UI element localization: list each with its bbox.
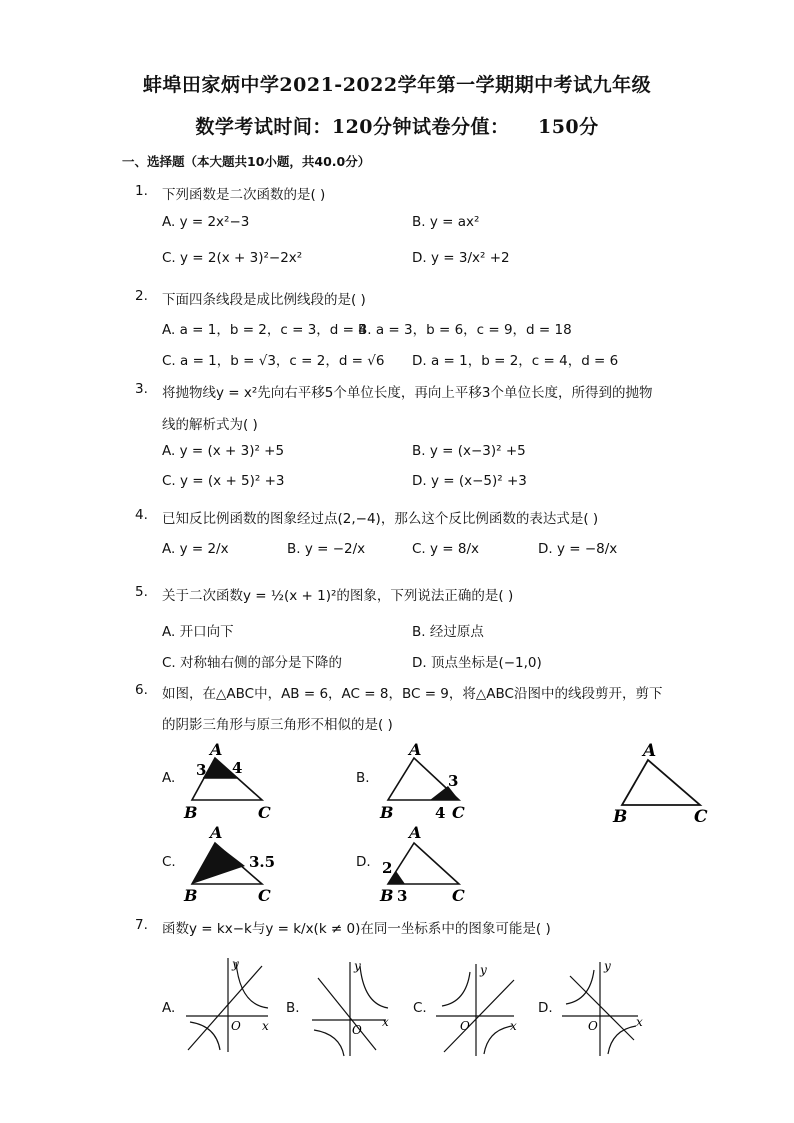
side-label-3: 3	[196, 761, 207, 779]
option-d-label: D.	[356, 854, 371, 870]
option-text: A. y = 2/x	[162, 541, 229, 557]
vertex-c-label: C	[258, 803, 271, 822]
question-stem-cont: 线的解析式为( )	[162, 417, 258, 433]
x-axis-label: x	[636, 1015, 643, 1029]
option-text: C. a = 1，b = √3，c = 2，d = √6	[162, 353, 385, 369]
question-stem: 下列函数是二次函数的是( )	[162, 187, 326, 203]
vertex-b-label: B	[380, 886, 394, 905]
x-axis-label: x	[382, 1015, 389, 1029]
vertex-c-label: C	[258, 886, 271, 905]
question-number: 2.	[135, 288, 148, 304]
y-axis-label: y	[232, 957, 239, 971]
option-text: C. y = 2(x + 3)²−2x²	[162, 250, 303, 266]
vertex-a-label: A	[409, 740, 422, 759]
graph-option-d	[562, 962, 638, 1056]
triangle-figure-b	[379, 740, 465, 822]
origin-label: O	[231, 1019, 241, 1033]
option-text: D. a = 1，b = 2，c = 4，d = 6	[412, 353, 619, 369]
question-stem-cont: 的阴影三角形与原三角形不相似的是( )	[162, 717, 393, 733]
question-stem: 函数y = kx−k与y = k/x(k ≠ 0)在同一坐标系中的图象可能是( )	[162, 921, 551, 937]
option-text: D. y = −8/x	[538, 541, 618, 557]
shaded-triangle	[192, 843, 245, 884]
y-axis-label: y	[604, 959, 611, 973]
hyperbola-branch	[236, 962, 268, 1008]
hyperbola-branch	[484, 1026, 512, 1054]
question-stem: 将抛物线y = x²先向右平移5个单位长度，再向上平移3个单位长度，所得到的抛物	[162, 385, 653, 401]
side-label-2: 2	[382, 859, 393, 877]
option-text: D. y = (x−5)² +3	[412, 473, 527, 489]
question-number: 6.	[135, 682, 148, 698]
side-label-4: 4	[435, 804, 446, 822]
triangle-figure-a	[183, 740, 271, 822]
side-label-3-5: 3.5	[249, 853, 276, 871]
vertex-a-label: A	[210, 740, 223, 759]
option-text: D. 顶点坐标是(−1,0)	[412, 655, 542, 671]
hyperbola-branch	[608, 1026, 636, 1054]
hyperbola-branch	[566, 970, 594, 1004]
hyperbola-branch	[190, 1022, 220, 1050]
option-text: B. y = ax²	[412, 214, 480, 230]
option-text: B. 经过原点	[412, 624, 484, 640]
option-text: B. y = (x−3)² +5	[412, 443, 526, 459]
x-axis-label: x	[262, 1019, 269, 1033]
option-a-label: A.	[162, 1000, 176, 1016]
option-text: A. y = (x + 3)² +5	[162, 443, 285, 459]
option-d-label: D.	[538, 1000, 553, 1016]
option-text: C. y = 8/x	[412, 541, 480, 557]
vertex-b-label: B	[184, 803, 198, 822]
y-axis-label: y	[354, 959, 361, 973]
hyperbola-branch	[442, 972, 470, 1006]
triangle-outline	[622, 760, 700, 805]
vertex-b-label: B	[184, 886, 198, 905]
option-text: B. a = 3，b = 6，c = 9，d = 18	[358, 322, 572, 338]
option-text: D. y = 3/x² +2	[412, 250, 510, 266]
question-number: 7.	[135, 917, 148, 933]
graph-option-a	[186, 958, 268, 1052]
triangle-figure-d	[379, 823, 465, 905]
vertex-b-label: B	[380, 803, 394, 822]
graph-option-b	[312, 962, 388, 1056]
origin-label: O	[352, 1023, 362, 1037]
graph-option-c	[436, 964, 514, 1056]
vertex-a-label: A	[409, 823, 422, 842]
vertex-c-label: C	[452, 803, 465, 822]
origin-label: O	[588, 1019, 598, 1033]
hyperbola-branch	[360, 966, 388, 1008]
exam-title-line2: 数学考试时间：120分钟试卷分值： 150分	[195, 116, 599, 138]
option-c-label: C.	[162, 854, 176, 870]
option-text: A. y = 2x²−3	[162, 214, 250, 230]
option-b-label: B.	[356, 770, 370, 786]
question-number: 4.	[135, 507, 148, 523]
vertex-b-label: B	[613, 807, 628, 827]
question-stem: 下面四条线段是成比例线段的是( )	[162, 292, 366, 308]
option-text: A. a = 1，b = 2，c = 3，d = 4	[162, 322, 367, 338]
hyperbola-branch	[314, 1030, 344, 1056]
vertex-a-label: A	[210, 823, 223, 842]
line-graph	[570, 976, 634, 1040]
question-number: 3.	[135, 381, 148, 397]
origin-label: O	[460, 1019, 470, 1033]
vertex-c-label: C	[694, 807, 708, 827]
option-text: C. 对称轴右侧的部分是下降的	[162, 655, 343, 671]
side-label-4: 4	[232, 759, 243, 777]
x-axis-label: x	[510, 1019, 517, 1033]
option-text: A. 开口向下	[162, 624, 234, 640]
line-graph	[318, 978, 376, 1050]
question-stem: 已知反比例函数的图象经过点(2,−4)，那么这个反比例函数的表达式是( )	[162, 511, 599, 527]
option-a-label: A.	[162, 770, 176, 786]
option-b-label: B.	[286, 1000, 300, 1016]
vertex-c-label: C	[452, 886, 465, 905]
reference-triangle	[612, 741, 708, 827]
section-heading: 一、选择题（本大题共10小题，共40.0分）	[122, 154, 371, 169]
triangle-figure-c	[183, 823, 275, 905]
question-stem: 如图，在△ABC中，AB = 6，AC = 8，BC = 9，将△ABC沿图中的线段剪开，剪下	[162, 686, 663, 702]
option-c-label: C.	[413, 1000, 427, 1016]
vertex-a-label: A	[643, 741, 657, 761]
question-number: 5.	[135, 584, 148, 600]
y-axis-label: y	[480, 963, 487, 977]
line-graph	[188, 966, 262, 1050]
side-label-3: 3	[448, 772, 459, 790]
exam-title-line1: 蚌埠田家炳中学2021-2022学年第一学期期中考试九年级	[142, 74, 652, 96]
option-text: B. y = −2/x	[287, 541, 366, 557]
option-text: C. y = (x + 5)² +3	[162, 473, 285, 489]
side-label-3: 3	[397, 887, 408, 905]
question-stem: 关于二次函数y = ½(x + 1)²的图象，下列说法正确的是( )	[162, 588, 514, 604]
question-number: 1.	[135, 183, 148, 199]
